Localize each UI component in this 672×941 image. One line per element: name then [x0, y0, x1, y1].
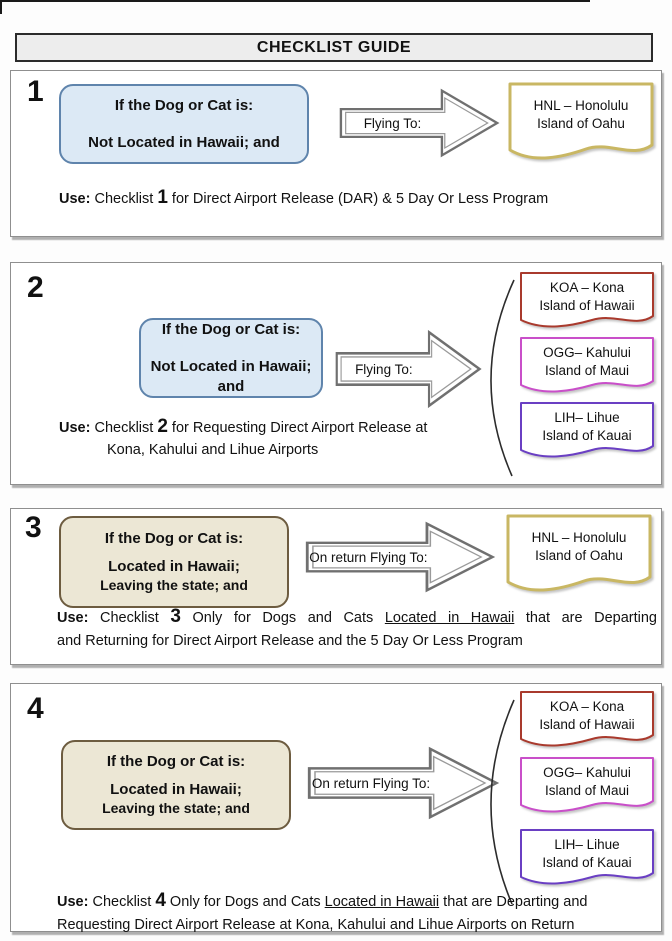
arrow-label: On return Flying To:: [311, 775, 431, 791]
checklist-number: 3: [170, 606, 181, 627]
destination-doc-hnl: [507, 81, 655, 169]
section-number: 3: [25, 511, 42, 544]
destination-doc-ogg: [519, 756, 655, 818]
spacer: [63, 772, 289, 780]
section-number: 2: [27, 271, 44, 304]
use-label: Use:: [57, 610, 89, 626]
flow-arrow: [335, 327, 483, 411]
condition-line: If the Dog or Cat is:: [114, 96, 254, 114]
use-line-2: Requesting Direct Airport Release at Kona, Kahului and Lihue Airports on Return: [57, 916, 575, 933]
checklist-number: 1: [157, 187, 168, 208]
condition-line: If the Dog or Cat is:: [106, 753, 246, 771]
destination-code: OGG– Kahului: [543, 765, 631, 780]
destination-code: LIH– Lihue: [554, 837, 620, 852]
use-label: Use:: [59, 191, 91, 207]
arrow-label: Flying To:: [355, 361, 413, 377]
brace-arc-icon: [463, 696, 519, 908]
destination-code: KOA – Kona: [549, 699, 625, 714]
destination-text: [519, 836, 655, 872]
destination-code: OGG– Kahului: [543, 345, 631, 360]
section-1: [10, 70, 662, 237]
spacer: [61, 549, 287, 557]
use-note: [57, 603, 657, 652]
flow-arrow: [339, 86, 501, 160]
destination-island: Island of Oahu: [537, 115, 625, 131]
spacer: [61, 115, 307, 133]
destination-text: [505, 529, 653, 565]
condition-box: [59, 84, 309, 164]
section-4: [10, 683, 662, 932]
condition-line: If the Dog or Cat is:: [104, 530, 244, 548]
page-title: CHECKLIST GUIDE: [256, 38, 412, 56]
scan-edge-artifact-left: [0, 0, 2, 14]
title-bar: [15, 33, 653, 62]
scan-edge-artifact-top: [0, 0, 590, 2]
destination-island: Island of Kauai: [542, 427, 632, 443]
checklist-number: 2: [157, 416, 168, 437]
condition-box: [59, 516, 289, 608]
use-note: Use: Checklist 1 for Direct Airport Release (DAR) & 5 Day Or Less Program: [59, 187, 549, 208]
destination-island: Island of Kauai: [542, 854, 632, 870]
condition-line: Not Located in Hawaii; and: [150, 358, 312, 395]
section-3: [10, 508, 662, 665]
destination-text: [519, 344, 655, 380]
destination-doc-lih: [519, 828, 655, 890]
spacer: [141, 340, 321, 358]
destination-island: Island of Maui: [544, 782, 630, 798]
destination-island: Island of Maui: [544, 362, 630, 378]
use-note: Use: Checklist 2 for Requesting Direct Airport Release at: [59, 416, 428, 437]
condition-box: [61, 740, 291, 830]
use-note-line2: Kona, Kahului and Lihue Airports: [107, 442, 319, 458]
use-line-1: Use: Checklist 4 Only for Dogs and Cats Located in Hawaii that are Departing and: [57, 890, 588, 911]
condition-line: Leaving the state; and: [102, 800, 250, 817]
brace-arc-icon: [463, 277, 519, 479]
checklist-number: 4: [155, 890, 166, 911]
destination-doc-ogg: [519, 336, 655, 398]
destination-island: Island of Oahu: [535, 547, 623, 563]
use-line-1: Use: Checklist 3 Only for Dogs and Cats Located in Hawaii that are Departing: [57, 606, 657, 627]
destination-text: [519, 764, 655, 800]
destination-code: HNL – Honolulu: [533, 98, 629, 113]
condition-line: Located in Hawaii;: [108, 557, 240, 575]
flow-arrow: [305, 519, 497, 595]
use-label: Use:: [57, 894, 89, 910]
condition-line: Leaving the state; and: [100, 577, 248, 594]
use-label: Use:: [59, 420, 91, 436]
section-number: 4: [27, 692, 44, 725]
condition-box: [139, 318, 323, 398]
section-2: [10, 262, 662, 485]
destination-text: [507, 97, 655, 133]
arrow-label: On return Flying To:: [309, 549, 428, 565]
destination-code: LIH– Lihue: [554, 410, 620, 425]
destination-text: [519, 409, 655, 445]
destination-code: HNL – Honolulu: [531, 530, 627, 545]
underlined-phrase: Located in Hawaii: [384, 610, 515, 626]
condition-line: Not Located in Hawaii; and: [88, 134, 280, 151]
use-note: [57, 887, 659, 936]
destination-island: Island of Hawaii: [539, 716, 635, 732]
destination-text: [519, 698, 655, 734]
destination-doc-hnl: [505, 513, 653, 601]
destination-island: Island of Hawaii: [539, 297, 635, 313]
arrow-label: Flying To:: [363, 115, 422, 131]
destination-doc-lih: [519, 401, 655, 463]
condition-line: Located in Hawaii;: [110, 780, 242, 798]
use-line-2: and Returning for Direct Airport Release and the 5 Day Or Less Program: [57, 632, 523, 649]
destination-code: KOA – Kona: [549, 280, 625, 295]
underlined-phrase: Located in Hawaii: [324, 894, 440, 910]
destination-text: [519, 279, 655, 315]
destination-doc-koa: [519, 690, 655, 752]
section-number: 1: [27, 75, 44, 108]
condition-line: If the Dog or Cat is:: [161, 321, 301, 338]
destination-doc-koa: [519, 271, 655, 333]
